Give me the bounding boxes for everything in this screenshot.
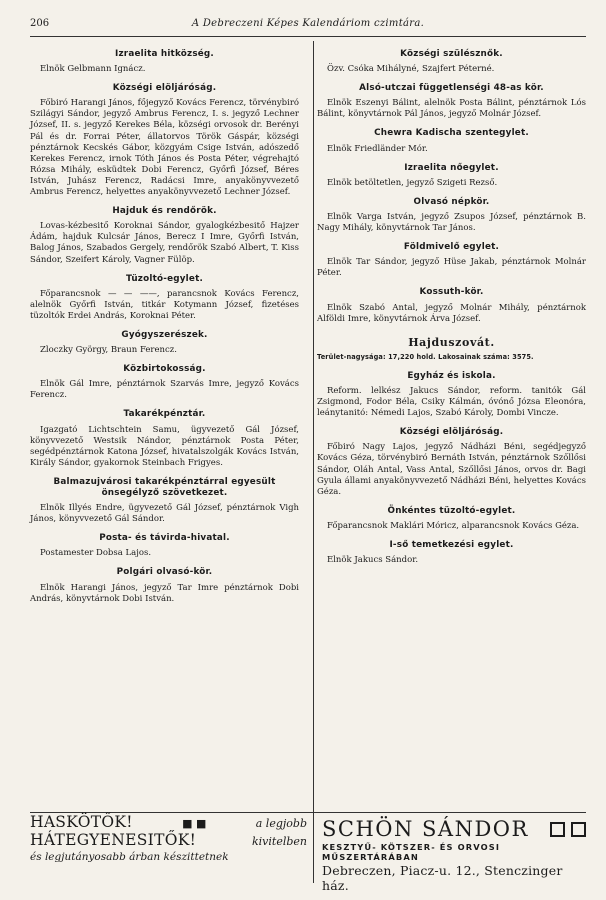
section-heading: Földmivelő egylet. xyxy=(403,242,500,253)
ad-schon xyxy=(314,813,586,893)
ad-haskotok-line1: HASKÖTŐK! xyxy=(30,813,133,831)
hajduszovat-title: Hajduszovát. xyxy=(408,335,495,349)
ad-haskotok-line3: és legjutányosabb árban készittetnek xyxy=(30,851,229,863)
section-text: Lovas-kézbesitő Koroknai Sándor, gyalogkézbesitő Hajzer Ádám, hajduk Kulcsár János, Berecz I Imre, Győrfi István, Balog János, Szabados Gergely, rendőrök Szabó Albert, T. Kiss Sándor, Szeifert Károly, Vagner Fülöp. xyxy=(30,221,299,265)
section-text: Elnök Szabó Antal, jegyző Molnár Mihály, pénztárnok Alföldi Imre, könyvtárnok Árva József. xyxy=(317,302,586,324)
section-heading: Községi elöljáróság. xyxy=(399,427,504,438)
ad-haskotok-line2: HÁTEGYENESITŐK! xyxy=(30,831,197,849)
square-ornament-icon xyxy=(550,822,565,837)
hajduszovat-sections xyxy=(317,371,586,566)
section-text: Főparancsnok — — ——, parancsnok Kovács Ferencz, alelnök Győrfi István, titkár Kotymann József, fizetéses tüzoltók Erdei András, Koroknai Péter. xyxy=(30,288,299,321)
columns xyxy=(30,41,586,831)
section-heading: Izraelita nőegylet. xyxy=(404,162,499,173)
page xyxy=(30,18,586,831)
running-title: A Debreczeni Képes Kalendáriom czimtára. xyxy=(191,18,425,29)
section-text: Elnök Harangi János, jegyző Tar Imre pénztárnok Dobi András, könyvtárnok Dobi István. xyxy=(30,582,299,604)
decorative-boxes xyxy=(550,822,586,837)
section-text: Elnök Jakucs Sándor. xyxy=(327,555,419,566)
ad-schon-address: Debreczen, Piacz-u. 12., Stenczinger ház. xyxy=(322,863,563,893)
right-column-sections xyxy=(317,49,586,325)
section-heading: Közbirtokosság. xyxy=(123,364,206,375)
section-text: Postamester Dobsa Lajos. xyxy=(40,548,152,559)
section-text: Elnök Tar Sándor, jegyző Hüse Jakab, pénztárnok Molnár Péter. xyxy=(317,257,586,279)
section-text: Főbiró Nagy Lajos, jegyző Nádházi Béni, segédjegyző Kovács Géza, törvénybiró Bernáth István, pénztárnok Szőllősi Sándor, Oláh Antal, Vass Antal, Szőllősi János, orvos dr. Bagi Gyula állami anyakönyvvezető Nádházi Béni, helyettes Kovács Géza. xyxy=(317,442,586,497)
section-text: Igazgató Lichtschtein Samu, ügyvezető Gál József, könyvvezető Westsik Nándor, pénztárnok Posta Péter, segédpénztárnok Katona József, hivatalszolgák Kovács István, Király Sándor, gyakornok Steinbach Frigyes. xyxy=(30,424,299,468)
section-heading: Alsó-utczai függetlenségi 48-as kör. xyxy=(359,83,544,94)
section-heading: Kossuth-kör. xyxy=(419,287,484,298)
section-heading: Olvasó népkör. xyxy=(413,196,490,207)
ad-haskotok xyxy=(30,813,314,883)
section-heading: Egyház és iskola. xyxy=(407,370,496,381)
section-heading: Gyógyszerészek. xyxy=(121,329,208,340)
hajduszovat-stats: Terület-nagysága: 17,220 hold. Lakosainak száma: 3575. xyxy=(317,352,534,361)
section-heading: Hajduk és rendőrök. xyxy=(112,206,217,217)
running-header xyxy=(30,18,586,37)
section-heading: Chewra Kadischa szentegylet. xyxy=(374,128,529,139)
square-ornament-icon xyxy=(571,822,586,837)
section-heading: Önkéntes tüzoltó-egylet. xyxy=(387,505,516,516)
page-number: 206 xyxy=(30,18,50,29)
section-heading: Balmazujvárosi takarékpénztárral egyesült önsegélyző szövetkezet. xyxy=(53,476,276,498)
section-heading: Izraelita hitközség. xyxy=(115,49,214,59)
section-text: Elnök Illyés Endre, ügyvezető Gál József, pénztárnok Vigh János, könyvvezető Gál Sándor. xyxy=(30,503,299,525)
ad-haskotok-kivitelben: kivitelben xyxy=(252,835,307,848)
section-heading: Községi elöljáróság. xyxy=(112,83,217,94)
section-text: Főbiró Harangi János, főjegyző Kovács Ferencz, törvénybiró Szilágyi Sándor, jegyző Ambrus Ferencz, I. s. jegyző Lechner József, II. s. jegyző Kerekes Béla, községi orvosok dr. Berényi Pál és dr. Forrai Péter, állatorvos Török Gáspár, községi pénztárnok Kecskés Gábor, közgyám Csige István, adószedő Kerekes Ferencz, irnok Tóth János és Posta Péter, végrehajtó Rózsa Mihály, esküdtek Dobi Ferencz, Győrfi József, Béres István, Juhász Ferencz, Radácsi Imre, anyakönyvvezető Ambrus Ferencz, helyettes anyakönyvvezető Lechner József. xyxy=(30,98,299,198)
section-heading: Polgári olvasó-kör. xyxy=(116,567,213,578)
section-text: Főparancsnok Maklári Móricz, alparancsnok Kovács Géza. xyxy=(327,520,580,531)
section-text: Elnök betöltetlen, jegyző Szigeti Rezső. xyxy=(327,177,498,188)
section-heading: Takarékpénztár. xyxy=(123,409,206,420)
section-text: Elnök Gelbmann Ignácz. xyxy=(40,64,146,75)
ad-schon-name: SCHÖN SÁNDOR xyxy=(322,817,529,841)
ad-schon-subtitle: KESZTYŰ- KÖTSZER- ÉS ORVOSI MŰSZERTÁRÁBAN xyxy=(322,842,501,862)
column-divider xyxy=(313,41,314,831)
section-heading: Tüzoltó-egylet. xyxy=(125,273,204,284)
section-text: Elnök Eszenyi Bálint, alelnök Posta Bálint, pénztárnok Lós Bálint, könyvtárnok Pál János, jegyző Molnár József. xyxy=(317,98,586,120)
advertisement-strip xyxy=(30,812,586,893)
right-column xyxy=(308,41,586,831)
ad-bullets: ■ ■ xyxy=(182,817,207,830)
ad-haskotok-legjobb: a legjobb xyxy=(255,817,307,830)
section-text: Elnök Gál Imre, pénztárnok Szarvás Imre, jegyző Kovács Ferencz. xyxy=(30,379,299,401)
section-text: Özv. Csóka Mihályné, Szajfert Péterné. xyxy=(327,64,495,75)
left-column xyxy=(30,41,308,831)
section-heading: I-ső temetkezési egylet. xyxy=(389,540,514,550)
section-text: Reform. lelkész Jakucs Sándor, reform. tanitók Gál Zsigmond, Fodor Béla, Csiky Kálmán, óvónő Józsa Eleonóra, leánytanitó: Némedi Lajos, Szabó Károly, Dombi Vincze. xyxy=(317,385,586,419)
section-text: Elnök Varga István, jegyző Zsupos József, pénztárnok B. Nagy Mihály, könyvtárnok Tar János. xyxy=(317,211,586,234)
section-heading: Községi szülésznők. xyxy=(400,49,503,59)
section-text: Zloczky György, Braun Ferencz. xyxy=(40,345,177,356)
section-heading: Posta- és távirda-hivatal. xyxy=(99,533,230,544)
section-text: Elnök Friedländer Mór. xyxy=(327,143,428,154)
